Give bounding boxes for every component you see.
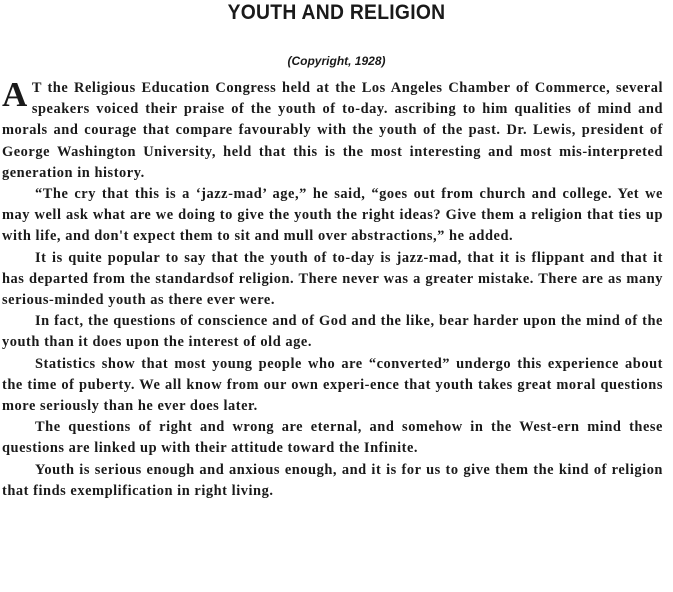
paragraph-1-text: T the Religious Education Congress held at the Los Angeles Chamber of Commerce, several speakers voiced their praise of the youth of to-day. ascribing to him qualities of mind and morals and courage that compare favourably with the youth of the past. Dr. Lewis, president of George Washington University, held that this is the most interesting and most mis-interpreted generation in history. (2, 80, 663, 181)
copyright-line: (Copyright, 1928) (287, 54, 386, 68)
paragraph-5: Statistics show that most young people who are “converted” undergo this experience about the time of puberty. We all know from our own experi-ence that youth takes great moral questions more seriously than he ever does later. (2, 355, 663, 415)
paragraph-2: “The cry that this is a ‘jazz-mad’ age,” he said, “goes out from church and college. Yet we may well ask what are we doing to give the youth the right ideas? Give them a religion that ties up with life, and don't expect them to sit and mull over abstractions,” he added. (2, 186, 663, 245)
paragraph-7: Youth is serious enough and anxious enough, and it is for us to give them the kind of religion that finds exemplification in right living. (2, 461, 663, 499)
paragraph-1 (2, 75, 663, 184)
paragraph-3: It is quite popular to say that the youth of to-day is jazz-mad, that it is flippant and that it has departed from the standardsof religion. There never was a greater mistake. There are as many serious-minded youth as there ever were. (2, 249, 663, 309)
paragraph-6: The questions of right and wrong are eternal, and somehow in the West-ern mind these questions are linked up with their attitude toward the Infinite. (2, 419, 663, 457)
article-title: YOUTH AND RELIGION (227, 1, 446, 24)
article-body (2, 75, 663, 502)
paragraph-4: In fact, the questions of conscience and of God and the like, bear harder upon the mind of the youth than it does upon the interest of old age. (2, 313, 663, 351)
drop-cap: A (2, 75, 28, 114)
